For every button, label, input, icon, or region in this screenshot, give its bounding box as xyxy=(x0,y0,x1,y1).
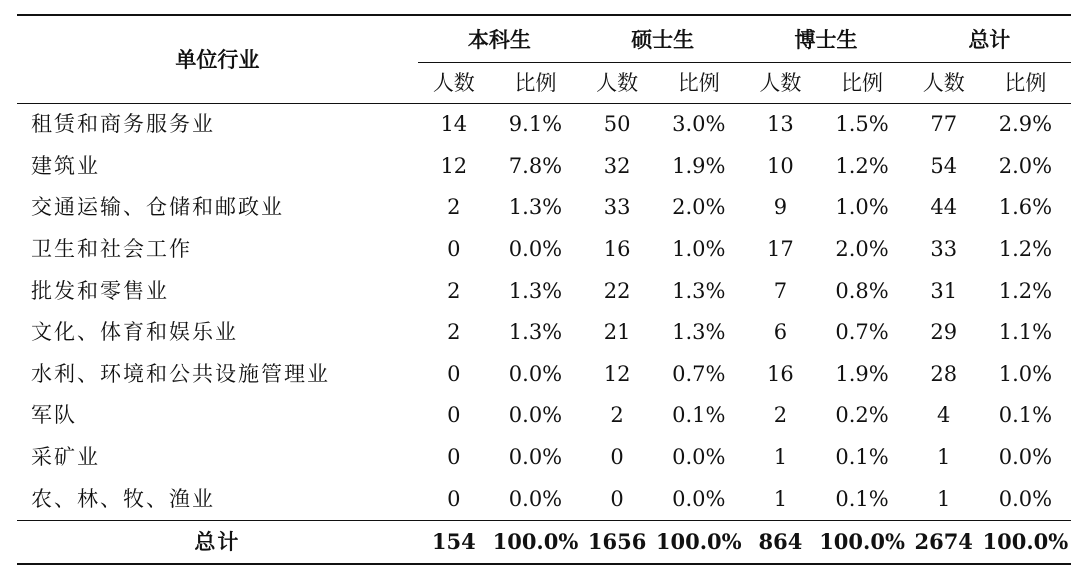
table-row xyxy=(17,395,1071,437)
cell-value: 0.0% xyxy=(998,445,1053,470)
cell-value: 0.2% xyxy=(835,403,889,428)
cell-value: 1.3% xyxy=(672,320,726,345)
cell-value: 0 xyxy=(447,403,461,428)
cell-value: 1.5% xyxy=(835,112,889,137)
total-value: 2674 xyxy=(908,520,980,564)
cell-value: 2 xyxy=(447,278,461,303)
cell-value: 21 xyxy=(603,320,631,345)
cell-value: 1.0% xyxy=(835,195,889,220)
cell-value: 0.1% xyxy=(835,445,889,470)
cell-value: 9 xyxy=(773,195,788,220)
cell-value: 31 xyxy=(930,278,958,303)
header-count: 人数 xyxy=(908,63,980,104)
industry-name: 水利、环境和公共设施管理业 xyxy=(31,361,330,386)
industry-name: 采矿业 xyxy=(31,445,100,470)
cell-value: 2 xyxy=(773,403,788,428)
cell-value: 2.0% xyxy=(672,195,726,220)
cell-value: 50 xyxy=(603,112,631,137)
cell-value: 0.8% xyxy=(835,278,889,303)
cell-value: 0.1% xyxy=(835,486,889,511)
cell-value: 1.6% xyxy=(998,195,1053,220)
cell-value: 1.2% xyxy=(835,153,889,178)
header-group-undergraduate: 本科生 xyxy=(418,15,581,63)
cell-value: 33 xyxy=(603,195,631,220)
cell-value: 54 xyxy=(930,153,958,178)
cell-value: 1.3% xyxy=(672,278,726,303)
cell-value: 12 xyxy=(603,361,631,386)
header-ratio: 比例 xyxy=(980,63,1071,104)
industry-name: 军队 xyxy=(31,403,77,428)
cell-value: 12 xyxy=(440,153,468,178)
cell-value: 1 xyxy=(773,486,788,511)
table-row xyxy=(17,229,1071,271)
cell-value: 1 xyxy=(937,486,951,511)
cell-value: 0.0% xyxy=(672,445,726,470)
industry-name: 建筑业 xyxy=(31,153,100,178)
cell-value: 0 xyxy=(447,237,461,262)
table-row xyxy=(17,187,1071,229)
cell-value: 0.7% xyxy=(672,361,726,386)
header-ratio: 比例 xyxy=(653,63,744,104)
cell-value: 0.1% xyxy=(998,403,1053,428)
cell-value: 0 xyxy=(610,486,624,511)
header-ratio: 比例 xyxy=(490,63,581,104)
header-row-groups xyxy=(17,15,1071,63)
table-row xyxy=(17,270,1071,312)
cell-value: 16 xyxy=(603,237,631,262)
cell-value: 1.2% xyxy=(998,278,1053,303)
industry-name: 卫生和社会工作 xyxy=(31,237,192,262)
cell-value: 14 xyxy=(440,112,468,137)
cell-value: 9.1% xyxy=(508,112,563,137)
table-row xyxy=(17,104,1071,146)
cell-value: 7 xyxy=(773,278,788,303)
cell-value: 2.9% xyxy=(998,112,1053,137)
cell-value: 0.0% xyxy=(998,486,1053,511)
total-value: 100.0% xyxy=(980,520,1071,564)
cell-value: 44 xyxy=(930,195,958,220)
table-row xyxy=(17,437,1071,479)
cell-value: 7.8% xyxy=(508,153,563,178)
cell-value: 16 xyxy=(767,361,794,386)
cell-value: 13 xyxy=(767,112,794,137)
header-group-doctor: 博士生 xyxy=(744,15,907,63)
total-value: 100.0% xyxy=(816,520,907,564)
cell-value: 0.1% xyxy=(672,403,726,428)
employment-industry-table xyxy=(17,14,1071,565)
header-group-total: 总计 xyxy=(908,15,1071,63)
cell-value: 10 xyxy=(767,153,794,178)
header-count: 人数 xyxy=(418,63,490,104)
total-row xyxy=(17,520,1071,564)
cell-value: 6 xyxy=(773,320,788,345)
header-count: 人数 xyxy=(744,63,816,104)
table-row xyxy=(17,312,1071,354)
cell-value: 0 xyxy=(610,445,624,470)
cell-value: 1.3% xyxy=(508,320,563,345)
cell-value: 1.3% xyxy=(508,195,563,220)
industry-name: 农、林、牧、渔业 xyxy=(31,486,215,511)
cell-value: 2 xyxy=(447,320,461,345)
cell-value: 2 xyxy=(610,403,624,428)
cell-value: 2.0% xyxy=(998,153,1053,178)
industry-name: 文化、体育和娱乐业 xyxy=(31,320,238,345)
cell-value: 1 xyxy=(773,445,788,470)
cell-value: 2 xyxy=(447,195,461,220)
cell-value: 77 xyxy=(930,112,958,137)
cell-value: 28 xyxy=(930,361,958,386)
cell-value: 29 xyxy=(930,320,958,345)
cell-value: 1.9% xyxy=(672,153,726,178)
cell-value: 0.7% xyxy=(835,320,889,345)
total-label: 总计 xyxy=(17,520,418,564)
cell-value: 1 xyxy=(937,445,951,470)
cell-value: 32 xyxy=(603,153,631,178)
industry-name: 租赁和商务服务业 xyxy=(31,112,215,137)
header-group-master: 硕士生 xyxy=(581,15,744,63)
cell-value: 1.0% xyxy=(998,361,1053,386)
cell-value: 0 xyxy=(447,361,461,386)
table-body xyxy=(17,104,1071,521)
total-value: 1656 xyxy=(581,520,653,564)
cell-value: 3.0% xyxy=(672,112,726,137)
cell-value: 0.0% xyxy=(508,486,563,511)
table-row xyxy=(17,146,1071,188)
cell-value: 1.1% xyxy=(998,320,1053,345)
cell-value: 0.0% xyxy=(508,361,563,386)
cell-value: 0.0% xyxy=(672,486,726,511)
header-industry: 单位行业 xyxy=(17,15,418,104)
cell-value: 4 xyxy=(937,403,951,428)
table-row xyxy=(17,478,1071,520)
cell-value: 0 xyxy=(447,445,461,470)
cell-value: 1.0% xyxy=(672,237,726,262)
industry-name: 批发和零售业 xyxy=(31,278,169,303)
cell-value: 0.0% xyxy=(508,403,563,428)
cell-value: 33 xyxy=(930,237,958,262)
cell-value: 1.2% xyxy=(998,237,1053,262)
table-row xyxy=(17,354,1071,396)
total-value: 100.0% xyxy=(490,520,581,564)
cell-value: 22 xyxy=(603,278,631,303)
total-value: 154 xyxy=(418,520,490,564)
cell-value: 0.0% xyxy=(508,237,563,262)
header-ratio: 比例 xyxy=(816,63,907,104)
cell-value: 1.3% xyxy=(508,278,563,303)
cell-value: 1.9% xyxy=(835,361,889,386)
cell-value: 17 xyxy=(767,237,794,262)
cell-value: 0 xyxy=(447,486,461,511)
header-count: 人数 xyxy=(581,63,653,104)
total-value: 864 xyxy=(744,520,816,564)
total-value: 100.0% xyxy=(653,520,744,564)
industry-name: 交通运输、仓储和邮政业 xyxy=(31,195,284,220)
cell-value: 0.0% xyxy=(508,445,563,470)
cell-value: 2.0% xyxy=(835,237,889,262)
